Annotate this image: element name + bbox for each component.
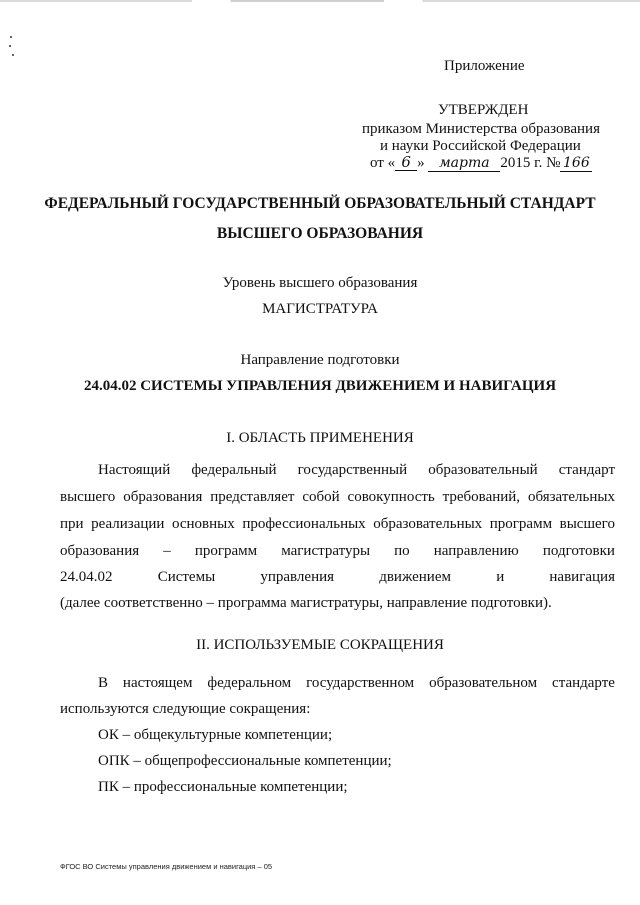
word: направлению <box>433 543 519 559</box>
order-line-2: и науки Российской Федерации <box>380 138 581 154</box>
document-title-line-1: ФЕДЕРАЛЬНЫЙ ГОСУДАРСТВЕННЫЙ ОБРАЗОВАТЕЛЬНЫЙ СТАНДАРТ <box>44 195 596 212</box>
abbreviation-item: ОК – общекультурные компетенции; <box>98 727 333 743</box>
word: настоящем <box>122 675 193 691</box>
word: стандарте <box>552 675 615 691</box>
paragraph-line <box>60 489 615 506</box>
handwritten-month: марта <box>428 155 500 172</box>
word: программ <box>489 516 553 532</box>
section-1-heading: I. ОБЛАСТЬ ПРИМЕНЕНИЯ <box>226 430 414 446</box>
paragraph-line <box>60 516 615 533</box>
paragraph-line <box>98 675 615 692</box>
approved-label: УТВЕРЖДЕН <box>438 102 529 118</box>
word: движением <box>379 569 451 585</box>
word: образовательных <box>373 516 483 532</box>
date-prefix: от « <box>370 155 396 171</box>
word: требований, <box>442 489 521 505</box>
scan-specks <box>9 36 15 58</box>
word: собой <box>302 489 340 505</box>
word: образовательном <box>429 675 538 691</box>
paragraph-line <box>60 543 615 560</box>
word: обязательных <box>527 489 615 505</box>
education-level-value: МАГИСТРАТУРА <box>262 301 378 317</box>
word: стандарт <box>558 462 615 478</box>
word: программ <box>194 543 258 559</box>
word: образования <box>123 489 203 505</box>
date-mid: » <box>417 155 425 171</box>
direction-value: 24.04.02 СИСТЕМЫ УПРАВЛЕНИЯ ДВИЖЕНИЕМ И НАВИГАЦИЯ <box>83 378 557 394</box>
word: – <box>163 543 171 559</box>
word: управления <box>260 569 335 585</box>
date-suffix: 2015 г. № <box>500 155 561 171</box>
paragraph-line-last: (далее соответственно – программа магистратуры, направление подготовки). <box>60 595 552 611</box>
word: государственном <box>306 675 415 691</box>
word: при <box>60 516 84 532</box>
word: 24.04.02 <box>60 569 113 585</box>
word: реализации <box>91 516 165 532</box>
word: В <box>98 675 109 691</box>
word: образовательный <box>428 462 538 478</box>
abbreviation-item: ОПК – общепрофессиональные компетенции; <box>98 753 392 769</box>
word: магистратуры <box>281 543 371 559</box>
abbreviation-item: ПК – профессиональные компетенции; <box>98 779 348 795</box>
scan-edge-artifact <box>0 0 640 2</box>
word: представляет <box>210 489 295 505</box>
handwritten-day: 6 <box>395 154 417 171</box>
word: Настоящий <box>98 462 171 478</box>
order-date-line <box>370 154 592 172</box>
word: основных <box>172 516 235 532</box>
word: федеральном <box>207 675 292 691</box>
page-footer: ФГОС ВО Системы управления движением и навигация – 05 <box>60 862 273 871</box>
paragraph-line <box>98 462 615 479</box>
order-line-1: приказом Министерства образования <box>362 121 600 137</box>
word: профессиональных <box>242 516 366 532</box>
word: образования <box>60 543 140 559</box>
word: подготовки <box>542 543 615 559</box>
word: высшего <box>559 516 615 532</box>
handwritten-order-number: 166 <box>560 155 592 172</box>
word: федеральный <box>191 462 277 478</box>
section-2-heading: II. ИСПОЛЬЗУЕМЫЕ СОКРАЩЕНИЯ <box>196 637 444 653</box>
word: совокупность <box>347 489 435 505</box>
appendix-label: Приложение <box>444 58 525 74</box>
word: и <box>496 569 505 585</box>
word: по <box>394 543 410 559</box>
word: Системы <box>157 569 216 585</box>
paragraph-line <box>60 569 615 586</box>
word: навигация <box>549 569 615 585</box>
word: государственный <box>297 462 408 478</box>
paragraph-line-last: используются следующие сокращения: <box>60 701 311 717</box>
education-level-label: Уровень высшего образования <box>222 275 418 291</box>
direction-label: Направление подготовки <box>240 352 400 368</box>
document-title-line-2: ВЫСШЕГО ОБРАЗОВАНИЯ <box>216 225 424 242</box>
word: высшего <box>60 489 116 505</box>
